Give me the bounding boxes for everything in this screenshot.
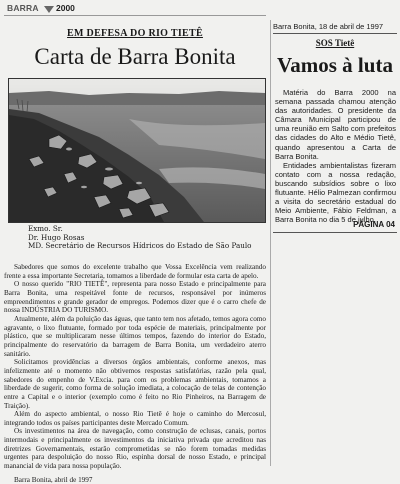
sidebar-paragraph: Matéria do Barra 2000 na semana passada chamou atenção das autoridades. O presidente da Câmara Municipal participou de uma reunião em Salto com prefeitos das cidades do Alto e Médio Tietê, quando apresentou a Carta de Barra Bonita. [275,88,396,161]
letter-addressee [28,225,252,251]
letter-paragraph: Atualmente, além da poluição das águas, que tanto tem nos afetado, temos agora como agravante, o lixo flutuante, formado por toda espécie de materiais, principalmente por plástico, que se multiplicaram nesse últimos tempos, fazendo do interior do Estado, principalmente do reservatório da barragem de Barra Bonita, um verdadeiro aterro sanitário. [4,314,266,358]
letter-closing: Barra Bonita, abril de 1997 [14,476,93,484]
addressee-name: Dr. Hugo Rosas [28,232,85,242]
letter-paragraph: Além do aspecto ambiental, o nosso Rio Tietê é hoje o caminho do Mercosul, integrando todos os países participantes deste Mercado Comum. [4,410,266,427]
addressee-title: MD. Secretário de Recursos Hídricos do Estado de São Paulo [28,241,252,251]
addressee-salutation: Exmo. Sr. [28,224,63,233]
sidebar-article [273,20,397,260]
section-title: EM DEFESA DO RIO TIETÊ [67,28,203,39]
dateline: Barra Bonita, 18 de abril de 1997 [273,22,384,31]
river-photo [8,78,266,223]
letter-body [4,263,266,471]
letter-paragraph: Os investimentos na área de navegação, como construção de eclusas, canais, portos intermodais e principalmente os investimentos da iniciativa privada que acreditou nas diretrizes Governamentais, estarão comprometidas se não forem tomadas medidas urgentes para despoluição do nosso Rio, espinha dorsal de nosso Estado, e principal manancial de vida para nossa população. [4,427,266,471]
page-reference: PÁGINA 04 [353,220,395,229]
sidebar-body [275,88,396,224]
masthead-rule [4,15,266,16]
main-article [4,20,266,484]
river-photo-image [9,79,265,222]
letter-paragraph: O nosso querido "RIO TIETÊ", representa para nosso Estado e principalmente para Barra Bonita, uma respeitável fonte de recursos, responsável por inúmeros empreendimentos e grande gerador de empregos. Podemos dizer que é o carro chefe de nossa INDÚSTRIA DO TURISMO. [4,280,266,315]
letter-paragraph: Solicitamos providências a diversos órgãos ambientais, conforme anexos, mas infelizmente até o momento não obtivemos respostas satisfatórias, razão pela qual, sabedores do empenho de V.Excia. para com os problemas ambientais, tomamos a liberdade de sugerir, como forma de solução imediata, a colocação de telas de contenção entre a Capital e o interior (exemplo como é feito no Rio Pinheiros, na Barragem de Traição). [4,358,266,410]
dateline-rule [273,33,397,34]
masthead [4,3,266,17]
sidebar-section-title: SOS Tietê [315,38,355,48]
sidebar-bottom-rule [273,232,397,233]
sidebar-paragraph: Entidades ambientalistas fizeram contato com a nossa redação, buscando subsídios sobre o lixo flutuante. Hélio Palmezan confirmou a visita do secretário estadual do Meio Ambiente, Fábio Feldman, a Barra Bonita no dia 5 de julho. [275,160,396,225]
column-divider [270,20,271,466]
masthead-triangle-icon [44,6,54,13]
sidebar-headline: Vamos à luta [277,53,393,77]
letter-paragraph: Sabedores que somos do excelente trabalho que Vossa Excelência vem realizando frente a essa importante Secretaria, tomamos a liberdade de formular esta carta de apelo. [4,263,266,280]
masthead-brand: BARRA [7,3,39,13]
article-headline: Carta de Barra Bonita [34,44,236,69]
masthead-year: 2000 [56,3,75,13]
